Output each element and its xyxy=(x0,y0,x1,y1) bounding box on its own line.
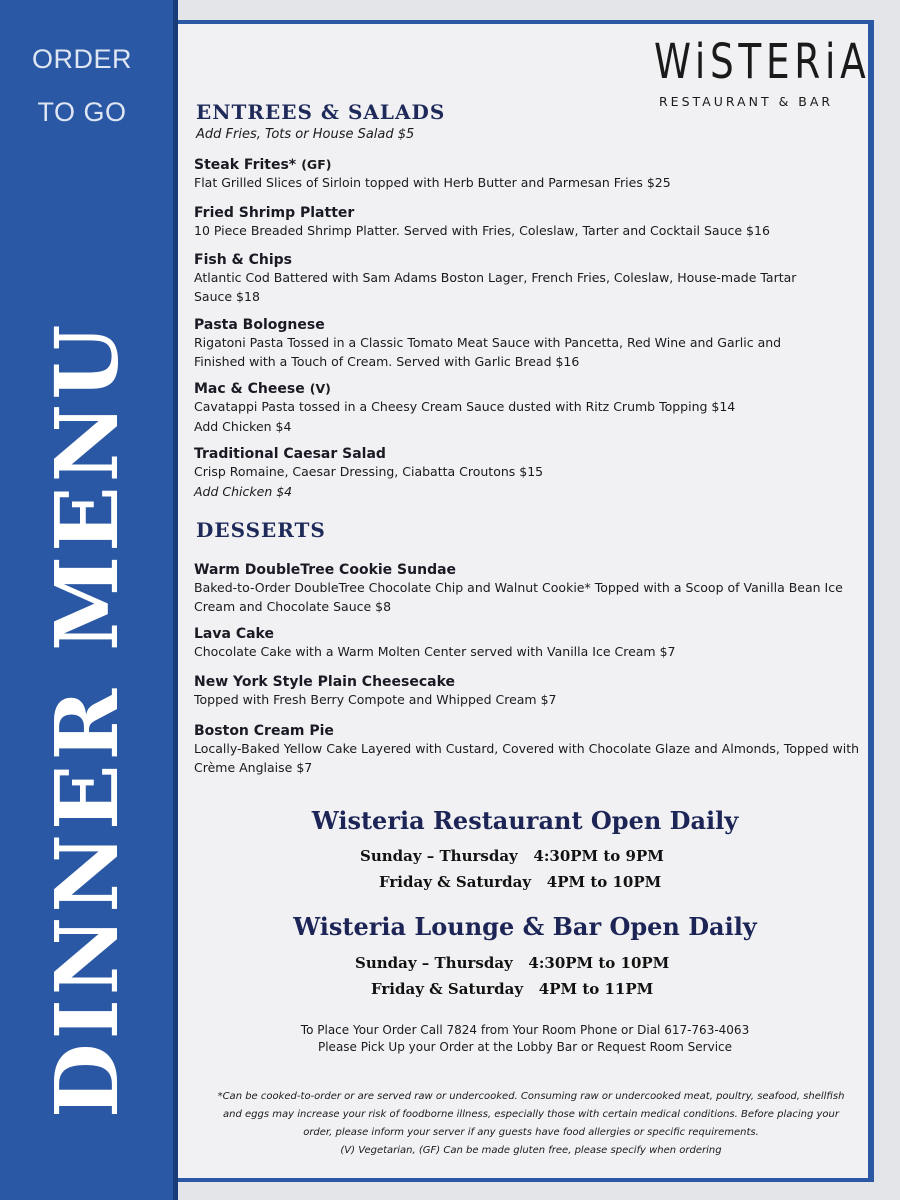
logo-subtitle: RESTAURANT & BAR xyxy=(659,94,834,109)
lounge-hours-weekday: Sunday – Thursday 4:30PM to 10PM xyxy=(355,954,670,972)
item-dietary-tag: (V) xyxy=(309,381,331,396)
menu-item xyxy=(194,559,864,616)
item-name: Steak Frites* xyxy=(194,157,297,173)
lounge-hours-title: Wisteria Lounge & Bar Open Daily xyxy=(293,912,757,941)
entrees-side-note: Add Fries, Tots or House Salad $5 xyxy=(196,127,415,142)
item-name: Warm DoubleTree Cookie Sundae xyxy=(194,562,457,578)
contact-pickup-line: Please Pick Up your Order at the Lobby Bar or Request Room Service xyxy=(317,1040,733,1054)
item-dietary-tag: (GF) xyxy=(301,157,332,172)
restaurant-hours-weekend: Friday & Saturday 4PM to 10PM xyxy=(379,873,662,891)
logo-wordmark: WiSTERiA xyxy=(654,34,871,90)
desserts-section-title: DESSERTS xyxy=(196,518,326,542)
allergy-footnote xyxy=(196,1088,866,1160)
item-name: Boston Cream Pie xyxy=(194,723,334,739)
menu-item xyxy=(194,202,864,241)
item-description: Cavatappi Pasta tossed in a Cheesy Cream Sauce dusted with Ritz Crumb Topping $14 xyxy=(194,399,736,414)
item-name: Mac & Cheese xyxy=(194,381,305,397)
menu-item xyxy=(194,671,864,710)
item-addon: Add Chicken $4 xyxy=(194,483,293,499)
menu-item xyxy=(194,720,864,777)
order-to-go-line1: ORDER xyxy=(31,44,132,74)
sidebar-panel xyxy=(0,0,178,1200)
item-name: Lava Cake xyxy=(194,626,274,642)
item-name: Fish & Chips xyxy=(194,252,293,268)
order-to-go-line2: TO GO xyxy=(37,97,127,127)
footnote-line: order, please inform your server if any guests have food allergies or specific requirements. xyxy=(303,1127,759,1138)
item-description: Crisp Romaine, Caesar Dressing, Ciabatta Croutons $15 xyxy=(194,464,544,479)
lounge-hours-weekend: Friday & Saturday 4PM to 11PM xyxy=(371,980,654,998)
order-contact-info xyxy=(178,1022,872,1056)
footnote-line: and eggs may increase your risk of foodborne illness, especially those with certain medical conditions. Before placing your xyxy=(223,1109,839,1120)
restaurant-hours-weekday: Sunday – Thursday 4:30PM to 9PM xyxy=(360,847,664,865)
wisteria-logo xyxy=(654,34,871,109)
item-description: Baked-to-Order DoubleTree Chocolate Chip and Walnut Cookie* Topped with a Scoop of Vanilla Bean Ice Cream and Chocolate Sauce $8 xyxy=(194,580,843,614)
item-description: 10 Piece Breaded Shrimp Platter. Served with Fries, Coleslaw, Tarter and Cocktail Sauce $16 xyxy=(194,223,770,238)
footnote-line: (V) Vegetarian, (GF) Can be made gluten free, please specify when ordering xyxy=(340,1145,722,1156)
menu-item xyxy=(194,443,864,501)
item-description: Atlantic Cod Battered with Sam Adams Boston Lager, French Fries, Coleslaw, House-made Tartar Sauce $18 xyxy=(194,270,797,304)
item-name: New York Style Plain Cheesecake xyxy=(194,674,456,690)
item-name: Pasta Bolognese xyxy=(194,317,325,333)
item-name: Fried Shrimp Platter xyxy=(194,205,355,221)
menu-item xyxy=(194,314,834,371)
item-addon: Add Chicken $4 xyxy=(194,418,292,434)
item-description: Chocolate Cake with a Warm Molten Center served with Vanilla Ice Cream $7 xyxy=(194,644,676,659)
item-description: Flat Grilled Slices of Sirloin topped with Herb Butter and Parmesan Fries $25 xyxy=(194,175,671,190)
contact-phone-line: To Place Your Order Call 7824 from Your Room Phone or Dial 617-763-4063 xyxy=(300,1023,750,1037)
entrees-section-title: ENTREES & SALADS xyxy=(196,100,446,124)
item-name: Traditional Caesar Salad xyxy=(194,446,386,462)
menu-item xyxy=(194,623,864,662)
menu-item xyxy=(194,249,814,306)
menu-item xyxy=(194,378,864,436)
item-description: Rigatoni Pasta Tossed in a Classic Tomato Meat Sauce with Pancetta, Red Wine and Garlic and Finished with a Touch of Cream. Served with Garlic Bread $16 xyxy=(194,335,782,369)
dinner-menu-vertical-title: DINNER MENU xyxy=(37,320,138,1118)
item-description: Locally-Baked Yellow Cake Layered with Custard, Covered with Chocolate Glaze and Almonds, Topped with Crème Anglaise $7 xyxy=(194,741,860,775)
restaurant-hours-title: Wisteria Restaurant Open Daily xyxy=(311,806,739,835)
item-description: Topped with Fresh Berry Compote and Whipped Cream $7 xyxy=(194,692,557,707)
footnote-line: *Can be cooked-to-order or are served raw or undercooked. Consuming raw or undercooked meat, poultry, seafood, shellfish xyxy=(217,1091,845,1102)
menu-item xyxy=(194,154,864,193)
